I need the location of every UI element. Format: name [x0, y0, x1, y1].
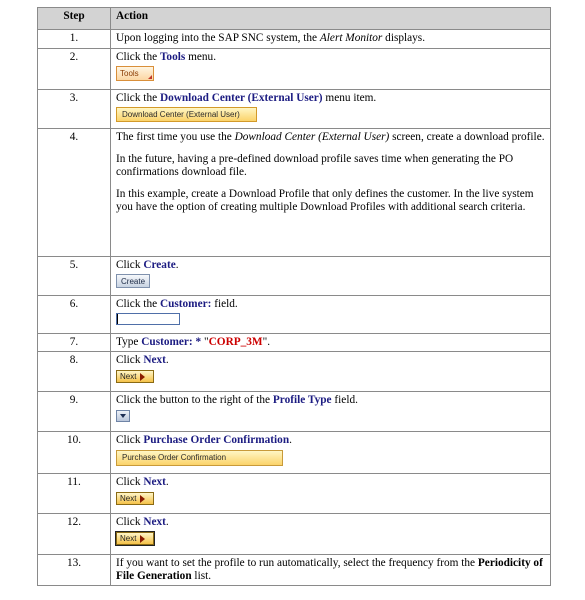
table-row [38, 432, 551, 474]
arrow-right-icon [140, 535, 145, 543]
header-step: Step [38, 8, 111, 30]
header-action: Action [111, 8, 551, 30]
table-row [38, 474, 551, 514]
step-action: The first time you use the Download Center (External User) screen, create a download profile. In the future, having a pre-defined download profile saves time when generating the PO confirmations download file. In this example, create a Download Profile that only defines the customer. In the live system you have the option of creating multiple Download Profiles with additional search criteria. [111, 128, 551, 256]
next-button[interactable]: Next [116, 492, 154, 505]
step-number: 7. [38, 333, 111, 352]
step-number: 8. [38, 352, 111, 392]
table-header-row [38, 8, 551, 30]
table-row [38, 352, 551, 392]
step-number: 6. [38, 295, 111, 333]
step-action: Click Create. Create [111, 256, 551, 295]
step-action: Click the Customer: field. [111, 295, 551, 333]
step-action: Click the Download Center (External User) menu item. Download Center (External User) [111, 89, 551, 128]
step-number: 9. [38, 392, 111, 432]
table-row [38, 30, 551, 49]
create-button[interactable]: Create [116, 274, 150, 288]
purchase-order-confirmation-option[interactable]: Purchase Order Confirmation [116, 450, 283, 466]
step-number: 11. [38, 474, 111, 514]
chevron-down-icon [120, 414, 126, 418]
step-number: 10. [38, 432, 111, 474]
arrow-right-icon [140, 495, 145, 503]
table-row [38, 48, 551, 89]
step-number: 4. [38, 128, 111, 256]
customer-input[interactable] [116, 313, 180, 325]
table-row [38, 256, 551, 295]
step-number: 3. [38, 89, 111, 128]
tools-menu-button[interactable]: Tools [116, 66, 154, 81]
step-action: Click Next. Next [111, 474, 551, 514]
step-action: Click Next. Next [111, 352, 551, 392]
procedure-table [37, 7, 551, 586]
step-number: 5. [38, 256, 111, 295]
step-number: 13. [38, 555, 111, 586]
next-button[interactable]: Next [116, 532, 154, 545]
download-center-menu-item[interactable]: Download Center (External User) [116, 107, 257, 122]
table-row [38, 392, 551, 432]
table-row [38, 128, 551, 256]
step-action: Click Next. Next [111, 514, 551, 555]
table-row [38, 555, 551, 586]
step-number: 12. [38, 514, 111, 555]
table-row [38, 89, 551, 128]
table-row [38, 514, 551, 555]
step-action: Upon logging into the SAP SNC system, the Alert Monitor displays. [111, 30, 551, 49]
profile-type-dropdown-button[interactable] [116, 410, 130, 422]
step-action: Type Customer: * "CORP_3M". [111, 333, 551, 352]
step-action: Click the Tools menu. Tools [111, 48, 551, 89]
step-action: Click the button to the right of the Profile Type field. [111, 392, 551, 432]
step-action: Click Purchase Order Confirmation. Purchase Order Confirmation [111, 432, 551, 474]
step-action: If you want to set the profile to run automatically, select the frequency from the Periodicity of File Generation list. [111, 555, 551, 586]
step-number: 1. [38, 30, 111, 49]
menu-corner-icon [148, 75, 152, 79]
next-button[interactable]: Next [116, 370, 154, 383]
arrow-right-icon [140, 373, 145, 381]
table-row [38, 295, 551, 333]
step-number: 2. [38, 48, 111, 89]
table-row [38, 333, 551, 352]
